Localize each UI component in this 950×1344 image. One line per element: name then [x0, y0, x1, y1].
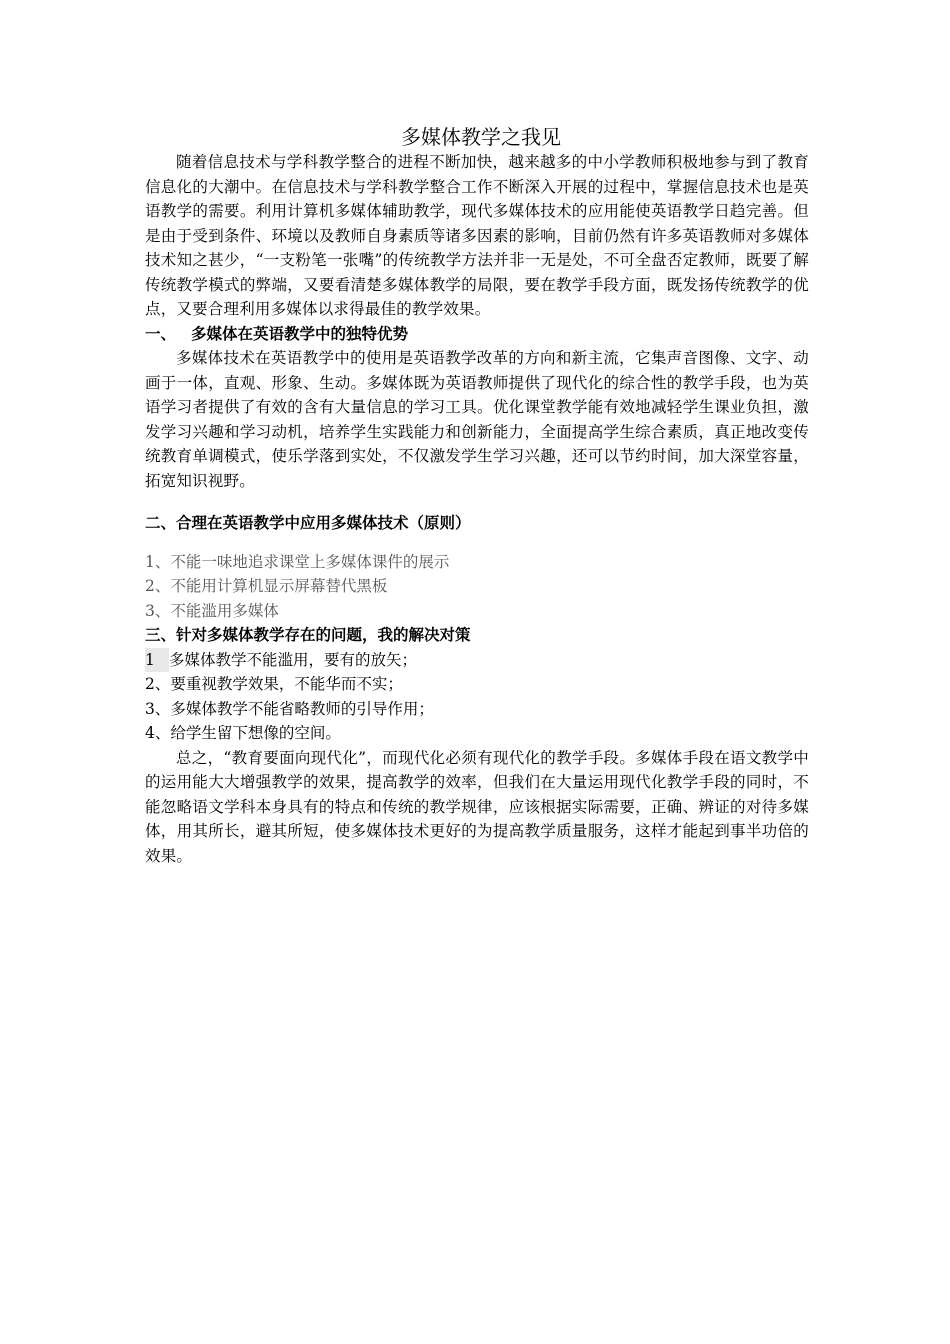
list-item — [145, 697, 809, 722]
list-item-number: 1 — [145, 648, 169, 673]
list-item-text: 多媒体教学不能滥用，要有的放矢； — [169, 650, 418, 669]
section-1-heading — [145, 322, 809, 347]
list-item: 2、不能用计算机显示屏幕替代黑板 — [145, 577, 388, 595]
section-3-heading: 三、针对多媒体教学存在的问题，我的解决对策 — [145, 626, 471, 644]
list-item-text: 要重视教学效果，不能华而不实； — [170, 675, 403, 693]
section-1-title: 多媒体在英语教学中的独特优势 — [191, 324, 409, 343]
section-1-number: 一、 — [145, 324, 177, 343]
list-item-text: 多媒体教学不能省略教师的引导作用； — [170, 699, 434, 718]
list-item — [145, 648, 809, 673]
solutions-list — [145, 648, 809, 746]
principles-list — [145, 550, 809, 624]
document-page — [145, 124, 809, 868]
list-item-number: 3、 — [145, 699, 171, 718]
list-item — [145, 672, 809, 697]
conclusion-paragraph: 总之，“教育要面向现代化”，而现代化必须有现代化的教学手段。多媒体手段在语文教学中的运用能大大增强教学的效果，提高教学的效率，但我们在大量运用现代化教学手段的同时，不能忽略语文学科本身具有的特点和传统的教学规律，应该根据实际需要，正确、辨证的对待多媒体，用其所长，避其所短，使多媒体技术更好的为提高教学质量服务，这样才能起到事半功倍的效果。 — [145, 748, 809, 865]
list-item-text: 给学生留下想像的空间。 — [170, 724, 341, 742]
list-item-number: 4、 — [145, 724, 171, 742]
intro-paragraph: 随着信息技术与学科教学整合的进程不断加快，越来越多的中小学教师积极地参与到了教育信息化的大潮中。在信息技术与学科教学整合工作不断深入开展的过程中，掌握信息技术也是英语教学的需要。利用计算机多媒体辅助教学，现代多媒体技术的应用能使英语教学日趋完善。但是由于受到条件、环境以及教师自身素质等诸多因素的影响，目前仍然有许多英语教师对多媒体技术知之甚少，“一支粉笔一张嘴”的传统教学方法并非一无是处，不可全盘否定教师，既要了解传统教学模式的弊端，又要看清楚多媒体教学的局限，要在教学手段方面，既发扬传统教学的优点，又要合理利用多媒体以求得最佳的教学效果。 — [145, 153, 809, 318]
list-item — [145, 721, 809, 746]
document-title: 多媒体教学之我见 — [401, 125, 561, 149]
list-item-number: 2、 — [145, 675, 171, 693]
list-item: 1、不能一味地追求课堂上多媒体课件的展示 — [145, 552, 450, 571]
list-item: 3、不能滥用多媒体 — [145, 601, 279, 620]
section-2-heading: 二、合理在英语教学中应用多媒体技术（原则） — [145, 514, 471, 532]
section-1-paragraph: 多媒体技术在英语教学中的使用是英语教学改革的方向和新主流，它集声音图像、文字、动画于一体，直观、形象、生动。多媒体既为英语教师提供了现代化的综合性的教学手段，也为英语学习者提供了有效的含有大量信息的学习工具。优化课堂教学能有效地减轻学生课业负担，激发学习兴趣和学习动机，培养学生实践能力和创新能力，全面提高学生综合素质，真正地改变传统教育单调模式，使乐学落到实处，不仅激发学生学习兴趣，还可以节约时间，加大深堂容量，拓宽知识视野。 — [145, 349, 809, 490]
